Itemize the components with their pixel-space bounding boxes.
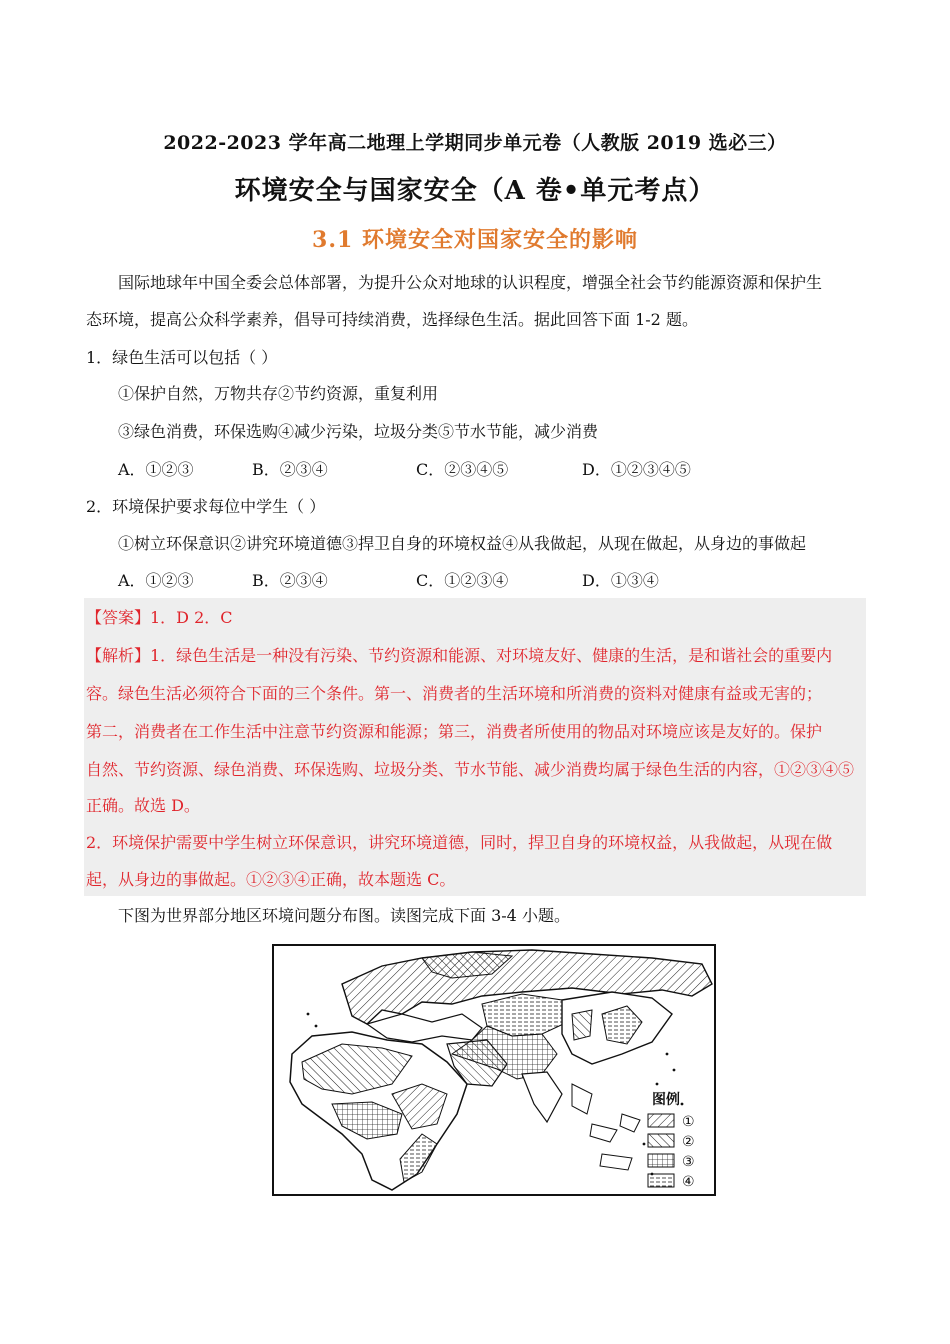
explanation-line: 起，从身边的事做起。①②③④正确，故本题选 C。 [86, 870, 456, 889]
explanation-line: 第二，消费者在工作生活中注意节约资源和能源；第三，消费者所使用的物品对环境应该是友好的。保护 [86, 722, 823, 741]
legend-label-1: ① [682, 1114, 695, 1130]
explanation-line: 容。绿色生活必须符合下面的三个条件。第一、消费者的生活环境和所消费的资料对健康有益或无害的； [86, 684, 823, 703]
unit-title: 环境安全与国家安全（A 卷•单元考点） [234, 176, 716, 206]
question-2-stem: 2．环境保护要求每位中学生（ ） [86, 497, 326, 516]
legend-swatch-3 [648, 1154, 674, 1167]
question-2-choice-c: C．①②③④ [416, 571, 509, 590]
environment-problems-map [272, 944, 716, 1196]
question-1-stem: 1．绿色生活可以包括（ ） [86, 348, 278, 367]
series-title: 2022-2023 学年高二地理上学期同步单元卷（人教版 2019 选必三） [163, 132, 787, 154]
legend-swatch-4 [648, 1174, 674, 1187]
question-1-choice-a: A．①②③ [118, 460, 194, 479]
legend-swatch-1 [648, 1114, 674, 1127]
question-2-choice-d: D．①③④ [582, 571, 659, 590]
question-1-items-line-1: ①保护自然，万物共存②节约资源，重复利用 [118, 384, 439, 403]
question-1-choice-d: D．①②③④⑤ [582, 460, 691, 479]
explanation-line: 【解析】1．绿色生活是一种没有污染、节约资源和能源、对环境友好、健康的生活，是和谐社会的重要内 [86, 646, 833, 665]
legend-title: 图例 [652, 1092, 680, 1108]
question-1-choice-b: B．②③④ [252, 460, 328, 479]
explanation-line: 正确。故选 D。 [86, 796, 200, 815]
legend-swatch-2 [648, 1134, 674, 1147]
intro-paragraph-line-1: 国际地球年中国全委会总体部署，为提升公众对地球的认识程度，增强全社会节约能源资源和保护生 [118, 273, 823, 292]
map-intro-text: 下图为世界部分地区环境问题分布图。读图完成下面 3-4 小题。 [118, 906, 570, 925]
section-title: 3.1 环境安全对国家安全的影响 [312, 227, 638, 253]
question-2-choice-a: A．①②③ [118, 571, 194, 590]
legend-label-4: ④ [682, 1174, 695, 1190]
explanation-line: 2．环境保护需要中学生树立环保意识，讲究环境道德，同时，捍卫自身的环境权益，从我做起，从现在做 [86, 833, 833, 852]
answer-key: 【答案】1．D 2．C [86, 608, 233, 627]
question-1-choice-c: C．②③④⑤ [416, 460, 509, 479]
legend-label-2: ② [682, 1134, 695, 1150]
legend-label-3: ③ [682, 1154, 695, 1170]
explanation-line: 自然、节约资源、绿色消费、环保选购、垃圾分类、节水节能、减少消费均属于绿色生活的内容，①②③④⑤ [86, 760, 855, 779]
question-2-items: ①树立环保意识②讲究环境道德③捍卫自身的环境权益④从我做起，从现在做起，从身边的事做起 [118, 534, 807, 553]
question-1-items-line-2: ③绿色消费，环保选购④减少污染，垃圾分类⑤节水节能，减少消费 [118, 422, 599, 441]
intro-paragraph-line-2: 态环境，提高公众科学素养，倡导可持续消费，选择绿色生活。据此回答下面 1-2 题。 [86, 310, 698, 329]
question-2-choice-b: B．②③④ [252, 571, 328, 590]
